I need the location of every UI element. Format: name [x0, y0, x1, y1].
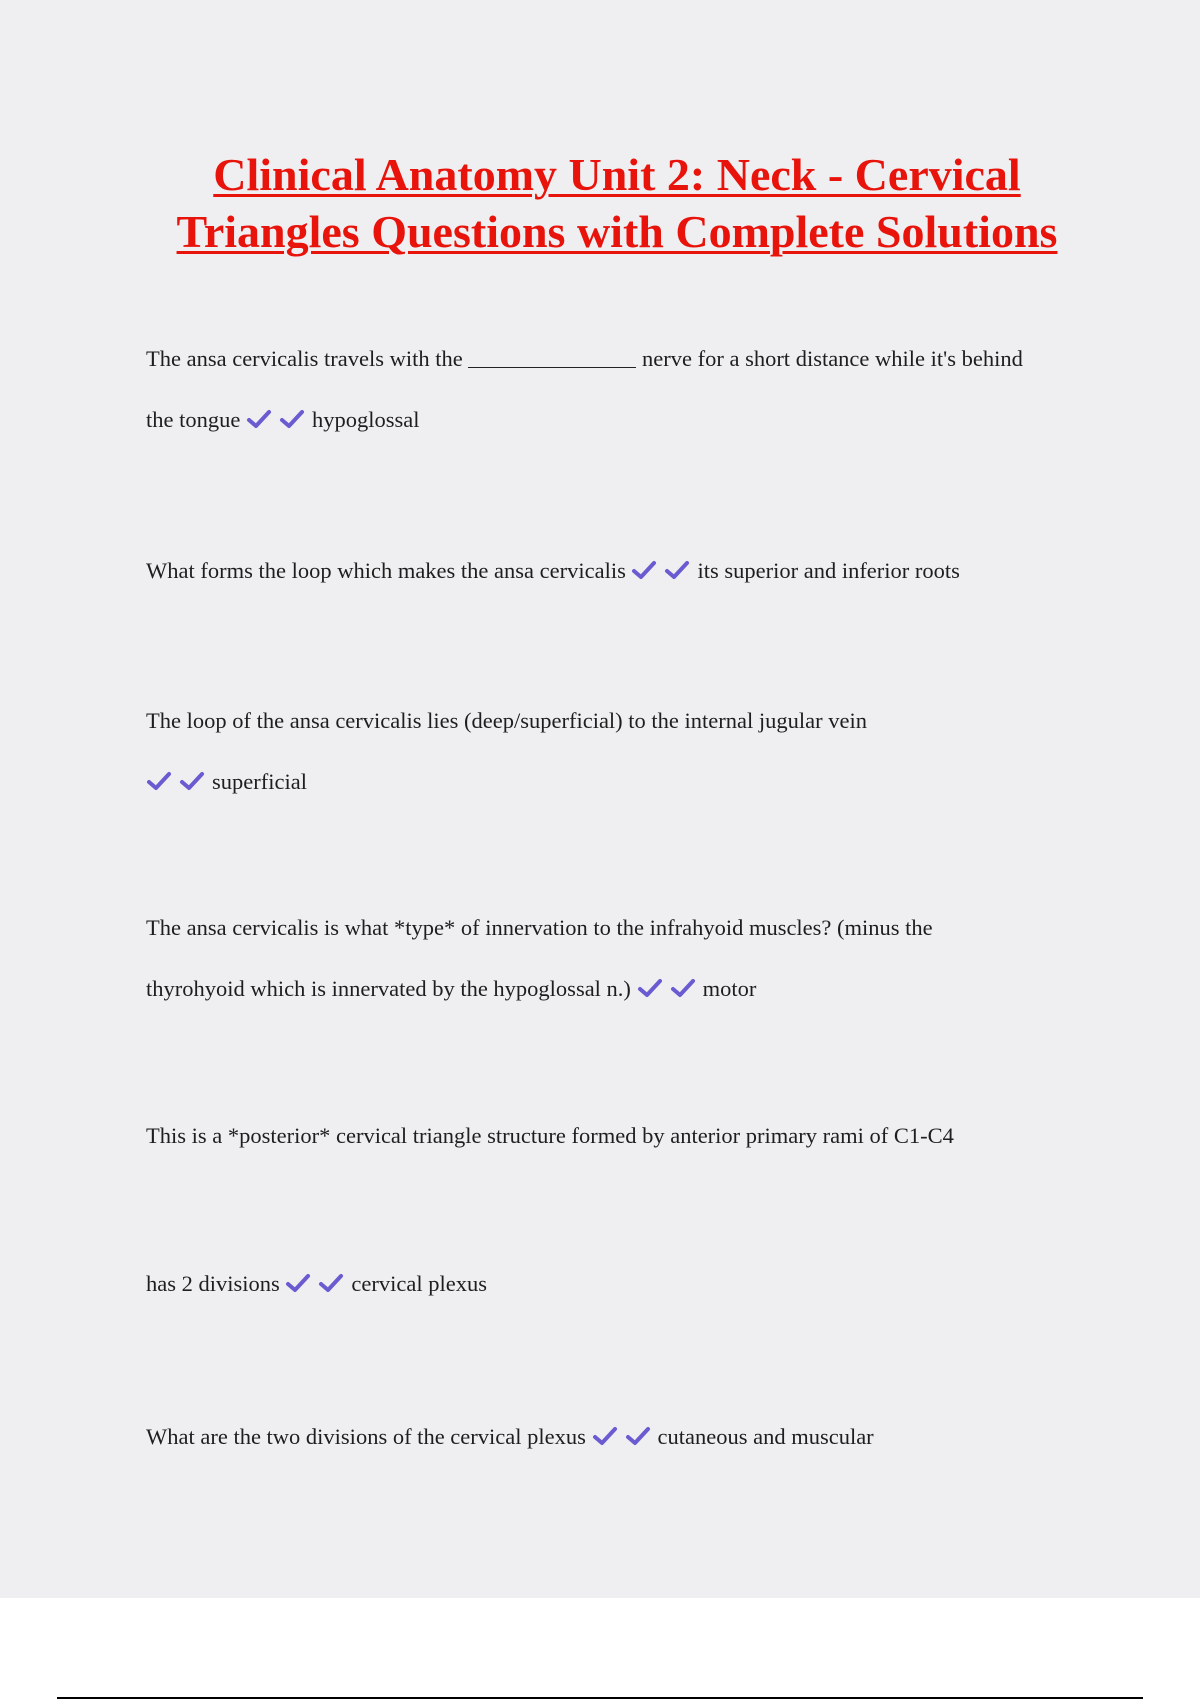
answer-text: cervical plexus	[351, 1271, 487, 1296]
check-mark-icon	[179, 771, 205, 791]
question-text: What are the two divisions of the cervical plexus	[146, 1424, 586, 1449]
answer-text: superficial	[212, 769, 307, 794]
fill-in-blank	[468, 349, 636, 368]
document-title: Clinical Anatomy Unit 2: Neck - Cervical Triangles Questions with Complete Solutions	[176, 149, 1058, 257]
check-mark-icon	[625, 1426, 651, 1446]
footer-divider	[57, 1697, 1143, 1699]
answer-text: cutaneous and muscular	[657, 1424, 874, 1449]
qa-item-5	[146, 1105, 1106, 1166]
qa-item-1	[146, 328, 1106, 450]
question-text: The ansa cervicalis is what *type* of innervation to the infrahyoid muscles? (minus the	[146, 915, 933, 940]
qa-item-2	[146, 540, 1106, 601]
question-text: the tongue	[146, 407, 241, 432]
question-text: The ansa cervicalis travels with the	[146, 346, 463, 371]
question-text: The loop of the ansa cervicalis lies (deep/superficial) to the internal jugular vein	[146, 708, 867, 733]
question-text: What forms the loop which makes the ansa cervicalis	[146, 558, 626, 583]
check-mark-icon	[664, 560, 690, 580]
check-mark-icon	[631, 560, 657, 580]
check-mark-icon	[670, 978, 696, 998]
answer-text: hypoglossal	[311, 407, 420, 432]
answer-text: its superior and inferior roots	[697, 558, 960, 583]
check-mark-icon	[318, 1273, 344, 1293]
check-mark-icon	[592, 1426, 618, 1446]
check-mark-icon	[146, 771, 172, 791]
check-mark-icon	[285, 1273, 311, 1293]
question-text: has 2 divisions	[146, 1271, 280, 1296]
question-text: thyrohyoid which is innervated by the hypoglossal n.)	[146, 976, 631, 1001]
qa-item-6	[146, 1253, 1106, 1314]
qa-item-4	[146, 897, 1106, 1019]
answer-text: motor	[702, 976, 757, 1001]
qa-item-3	[146, 690, 1106, 812]
check-mark-icon	[279, 409, 305, 429]
question-text: nerve for a short distance while it's behind	[642, 346, 1023, 371]
check-mark-icon	[637, 978, 663, 998]
qa-item-7	[146, 1406, 1106, 1467]
check-mark-icon	[246, 409, 272, 429]
question-text: This is a *posterior* cervical triangle structure formed by anterior primary rami of C1-C4	[146, 1123, 954, 1148]
